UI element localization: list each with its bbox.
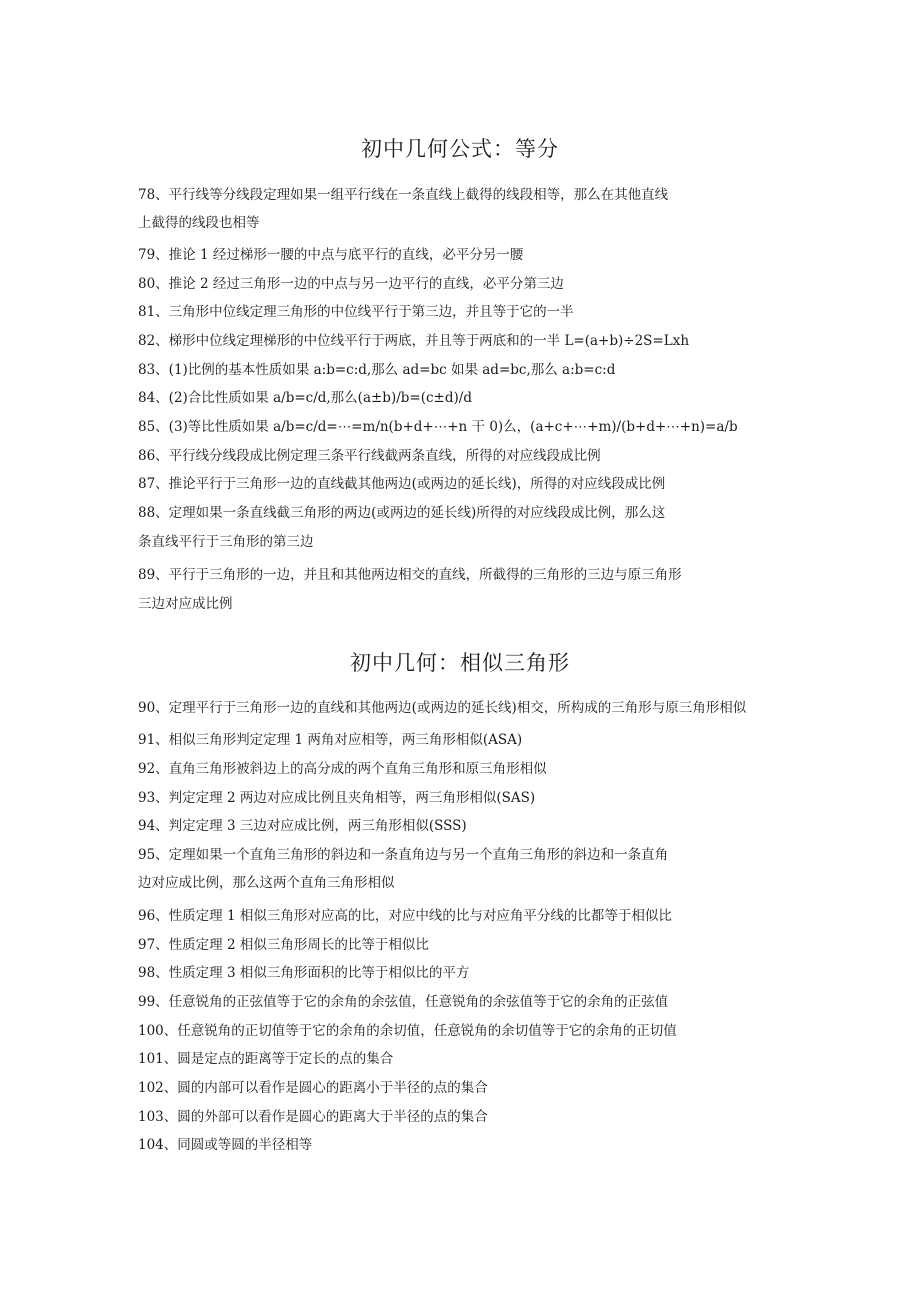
- theorem-89-line-2: 三边对应成比例: [138, 596, 233, 612]
- theorem-84: 84、(2)合比性质如果 a/b=c/d,那么(a±b)/b=(c±d)/d: [138, 390, 472, 406]
- theorem-95-line-2: 边对应成比例，那么这两个直角三角形相似: [138, 875, 395, 891]
- theorem-94: 94、判定定理 3 三边对应成比例，两三角形相似(SSS): [138, 818, 467, 834]
- theorem-83: 83、(1)比例的基本性质如果 a:b=c:d,那么 ad=bc 如果 ad=bc,那么 a:b=c:d: [138, 362, 616, 378]
- theorem-101: 101、圆是定点的距离等于定长的点的集合: [138, 1051, 394, 1067]
- theorem-92: 92、直角三角形被斜边上的高分成的两个直角三角形和原三角形相似: [138, 761, 547, 777]
- theorem-78-line-2: 上截得的线段也相等: [138, 215, 260, 231]
- theorem-78-line-1: 78、平行线等分线段定理如果一组平行线在一条直线上截得的线段相等，那么在其他直线: [138, 187, 669, 203]
- theorem-82: 82、梯形中位线定理梯形的中位线平行于两底，并且等于两底和的一半 L=(a+b)÷2S=Lxh: [138, 333, 690, 349]
- theorem-80: 80、推论 2 经过三角形一边的中点与另一边平行的直线，必平分第三边: [138, 276, 564, 292]
- theorem-100: 100、任意锐角的正切值等于它的余角的余切值，任意锐角的余切值等于它的余角的正切值: [138, 1023, 677, 1039]
- theorem-104: 104、同圆或等圆的半径相等: [138, 1137, 313, 1153]
- theorem-99: 99、任意锐角的正弦值等于它的余角的余弦值，任意锐角的余弦值等于它的余角的正弦值: [138, 994, 669, 1010]
- theorem-87: 87、推论平行于三角形一边的直线截其他两边(或两边的延长线)，所得的对应线段成比例: [138, 476, 666, 492]
- theorem-81: 81、三角形中位线定理三角形的中位线平行于第三边，并且等于它的一半: [138, 304, 574, 320]
- theorem-86: 86、平行线分线段成比例定理三条平行线截两条直线，所得的对应线段成比例: [138, 448, 601, 464]
- theorem-98: 98、性质定理 3 相似三角形面积的比等于相似比的平方: [138, 965, 470, 981]
- theorem-93: 93、判定定理 2 两边对应成比例且夹角相等，两三角形相似(SAS): [138, 790, 536, 806]
- theorem-96: 96、性质定理 1 相似三角形对应高的比，对应中线的比与对应角平分线的比都等于相似比: [138, 908, 672, 924]
- theorem-89-line-1: 89、平行于三角形的一边，并且和其他两边相交的直线，所截得的三角形的三边与原三角形: [138, 567, 682, 583]
- section-title-equal-division: 初中几何公式：等分: [361, 137, 559, 161]
- theorem-97: 97、性质定理 2 相似三角形周长的比等于相似比: [138, 937, 429, 953]
- theorem-102: 102、圆的内部可以看作是圆心的距离小于半径的点的集合: [138, 1080, 488, 1096]
- theorem-88-line-2: 条直线平行于三角形的第三边: [138, 534, 314, 550]
- theorem-95-line-1: 95、定理如果一个直角三角形的斜边和一条直角边与另一个直角三角形的斜边和一条直角: [138, 847, 669, 863]
- theorem-85: 85、(3)等比性质如果 a/b=c/d=⋯=m/n(b+d+⋯+n 干 0)么，(a+c+⋯+m)/(b+d+⋯+n)=a/b: [138, 419, 738, 435]
- theorem-88-line-1: 88、定理如果一条直线截三角形的两边(或两边的延长线)所得的对应线段成比例，那么这: [138, 505, 666, 521]
- theorem-91: 91、相似三角形判定定理 1 两角对应相等，两三角形相似(ASA): [138, 732, 523, 748]
- theorem-90: 90、定理平行于三角形一边的直线和其他两边(或两边的延长线)相交，所构成的三角形与原三角形相似: [138, 700, 747, 716]
- theorem-103: 103、圆的外部可以看作是圆心的距离大于半径的点的集合: [138, 1109, 488, 1125]
- section-title-similar-triangles: 初中几何：相似三角形: [350, 651, 570, 675]
- theorem-79: 79、推论 1 经过梯形一腰的中点与底平行的直线，必平分另一腰: [138, 247, 524, 263]
